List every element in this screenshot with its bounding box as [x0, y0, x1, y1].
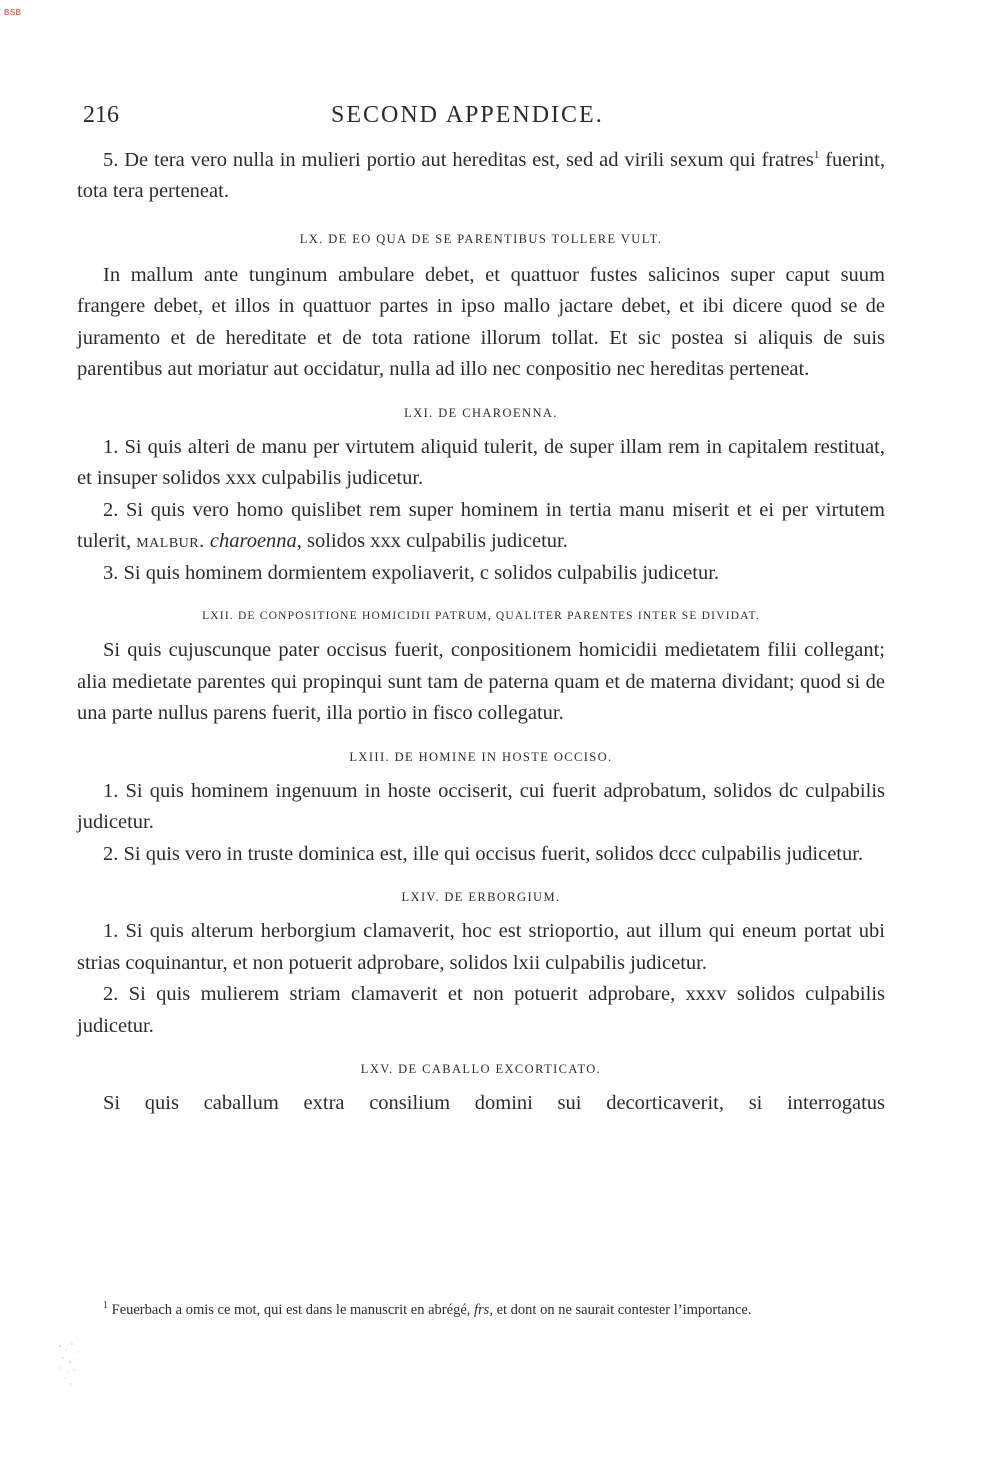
sec59-paragraph-5: 5. De tera vero nulla in mulieri portio aut hereditas est, sed ad virili sexum qui fratres$^1$ fuerint, tota tera perteneat.: [77, 148, 885, 203]
sec61-paragraph-3: 3. Si quis hominem dormientem expoliaverit, c solidos culpabilis judicetur.: [103, 561, 720, 584]
sec62-paragraph: Si quis cujuscunque pater occisus fuerit, conpositionem homicidii medietatem filii collegant; alia medietate parentes qui propinqui sunt tam de paterna quam et de materna dividant; quod si de una parte nullus parens fuerit, illa portio in fisco collegatur.: [77, 639, 885, 725]
malbergic-gloss-marker: malbur.: [136, 530, 205, 553]
sec63-paragraph-1: 1. Si quis hominem ingenuum in hoste occiserit, cui fuerit adprobatum, solidos dc culpabilis judicetur.: [77, 779, 885, 834]
footnote-abbreviation: frs,: [474, 1301, 493, 1318]
sec65-paragraph: Si quis caballum extra consilium domini sui decorticaverit, si interrogatus: [103, 1092, 885, 1115]
sec61-paragraph-1: 1. Si quis alteri de manu per virtutem aliquid tulerit, de super illam rem in capitalem restituat, et insuper solidos xxx culpabilis judicetur.: [77, 435, 885, 490]
page-number: 216: [83, 102, 119, 128]
section-heading-lxiii: LXIII. DE HOMINE IN HOSTE OCCISO.: [349, 749, 613, 764]
running-head: [83, 102, 883, 132]
footnote: $^1$ Feuerbach a omis ce mot, qui est dans le manuscrit en abrégé, frs, et dont on ne saurait contester l’importance.: [103, 1300, 752, 1318]
malbergic-gloss: charoenna,: [209, 530, 302, 553]
section-heading-lxiv: LXIV. DE ERBORGIUM.: [401, 890, 561, 905]
section-heading-lxii: LXII. DE CONPOSITIONE HOMICIDII PATRUM, QUALITER PARENTES INTER SE DIVIDAT.: [202, 610, 760, 623]
sec64-paragraph-1: 1. Si quis alterum herborgium clamaverit, hoc est strioportio, aut illum qui eneum portat ubi strias coquinantur, et non potuerit adprobare, solidos lxii culpabilis judicetur.: [77, 920, 885, 974]
library-watermark: BSB: [4, 8, 22, 17]
footnote-reference[interactable]: 1: [813, 149, 820, 161]
section-heading-lxv: LXV. DE CABALLO EXCORTICATO.: [360, 1062, 602, 1077]
sec64-paragraph-2: 2. Si quis mulierem striam clamaverit et non potuerit adprobare, xxxv solidos culpabilis judicetur.: [77, 983, 885, 1037]
sec61-paragraph-2: 2. Si quis vero homo quislibet rem super hominem in tertia manu miserit et ei per virtutem tulerit, malbur. charoenna, solidos xxx culpabilis judicetur.: [77, 498, 885, 553]
paper-speckle-decoration: [52, 1340, 92, 1390]
running-title: SECOND APPENDICE.: [331, 102, 604, 128]
sec63-paragraph-2: 2. Si quis vero in truste dominica est, ille qui occisus fuerit, solidos dccc culpabilis judicetur.: [103, 842, 864, 865]
body-text: [77, 140, 885, 1120]
section-heading-lxi: LXI. DE CHAROENNA.: [404, 405, 558, 420]
footnote-marker: 1: [103, 1300, 108, 1311]
section-heading-lx: LX. DE EO QUA DE SE PARENTIBUS TOLLERE VULT.: [299, 231, 663, 246]
sec60-paragraph: In mallum ante tunginum ambulare debet, et quattuor fustes salicinos super caput suum frangere debet, et illos in quattuor partes in ipso mallo jactare debet, et ibi dicere quod se de juramento et de hereditate et de tota ratione illorum tollat. Et sic postea si aliquis de suis parentibus aut moriatur aut occidatur, nulla ad illo nec conpositio nec hereditas perteneat.: [77, 263, 885, 381]
